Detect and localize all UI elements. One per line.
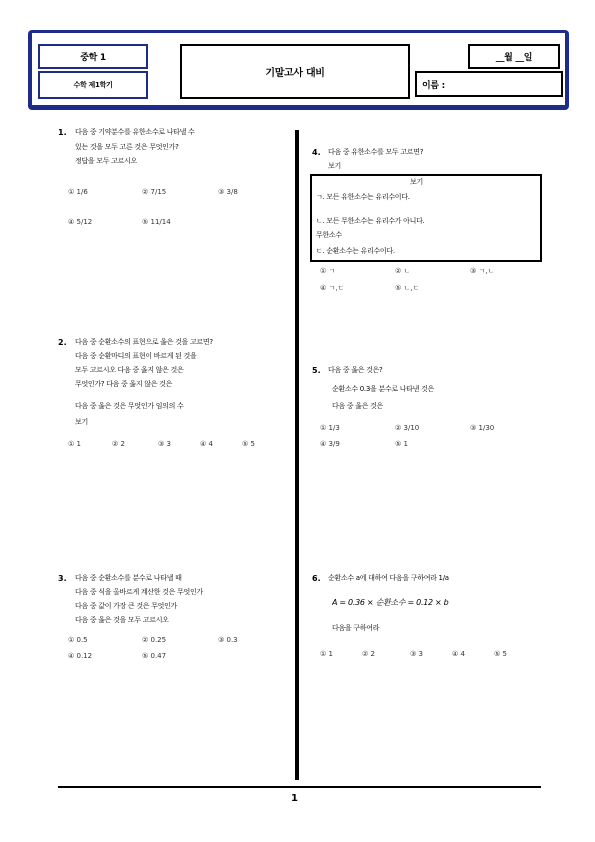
q4-option-1[interactable]: ① ㄱ [320,267,336,275]
q2-line-1: 다음 중 순환소수의 표현으로 옳은 것을 고르면? [75,338,213,346]
q2-option-1[interactable]: ① 1 [68,440,81,448]
q1-line-3: 정답을 모두 고르시오 [75,157,138,165]
grade-label: 중학 1 [80,53,106,63]
q4-option-3[interactable]: ③ ㄱ,ㄴ [470,267,495,275]
q6-number: 6. [312,574,321,583]
q2-line-6: 보기 [75,418,88,426]
page-title: 기말고사 대비 [265,68,325,79]
subject-label: 수학 제1학기 [73,81,113,89]
q4-number: 4. [312,148,321,157]
q3-number: 3. [58,574,67,583]
q3-option-4[interactable]: ④ 0.12 [68,652,93,660]
q5-option-3[interactable]: ③ 1/30 [470,424,495,432]
q1-option-3[interactable]: ③ 3/8 [218,188,238,196]
date-box [468,44,560,69]
column-divider [295,130,299,780]
q5-option-4[interactable]: ④ 3/9 [320,440,340,448]
q4-line-2: 보기 [328,162,341,170]
q5-option-1[interactable]: ① 1/3 [320,424,340,432]
q4-option-5[interactable]: ⑤ ㄴ,ㄷ [395,284,420,292]
q6-option-3[interactable]: ③ 3 [410,650,423,658]
q5-line-1: 다음 중 옳은 것은? [328,366,383,374]
q4-option-2[interactable]: ② ㄴ [395,267,411,275]
q6-option-2[interactable]: ② 2 [362,650,375,658]
q6-line-1: 순환소수 a에 대하여 다음을 구하여라 1/a [328,574,449,582]
q6-option-5[interactable]: ⑤ 5 [494,650,507,658]
q4-box-line-2: ㄴ. 모든 무한소수는 유리수가 아니다. [316,217,425,225]
q3-line-4: 다음 중 옳은 것을 모두 고르시오 [75,616,169,624]
q1-number: 1. [58,128,67,137]
name-box [415,71,563,97]
q3-option-2[interactable]: ② 0.25 [142,636,167,644]
q1-option-4[interactable]: ④ 5/12 [68,218,93,226]
q3-line-1: 다음 중 순환소수를 분수로 나타낼 때 [75,574,182,582]
q4-box-line-4: ㄷ. 순환소수는 유리수이다. [316,247,395,255]
q6-option-4[interactable]: ④ 4 [452,650,465,658]
q2-option-3[interactable]: ③ 3 [158,440,171,448]
q1-line-1: 다음 중 기약분수를 유한소수로 나타낼 수 [75,128,195,136]
q5-line-2: 순환소수 0.3을 분수로 나타낸 것은 [332,385,434,393]
q3-option-3[interactable]: ③ 0.3 [218,636,238,644]
q2-line-3: 모두 고르시오 다음 중 옳지 않은 것은 [75,366,184,374]
q2-option-5[interactable]: ⑤ 5 [242,440,255,448]
q6-line-3: 다음을 구하여라 [332,624,380,632]
q2-option-2[interactable]: ② 2 [112,440,125,448]
q5-number: 5. [312,366,321,375]
q1-option-1[interactable]: ① 1/6 [68,188,88,196]
q3-option-5[interactable]: ⑤ 0.47 [142,652,167,660]
q6-line-2: A = 0.36 × 순환소수 = 0.12 × b [332,598,449,607]
name-label: 이름 : [422,80,445,91]
q2-number: 2. [58,338,67,347]
footer-rule [58,786,541,788]
q4-line-1: 다음 중 유한소수를 모두 고르면? [328,148,424,156]
q4-box-line-1: ㄱ. 모든 유한소수는 유리수이다. [316,193,410,201]
q3-option-1[interactable]: ① 0.5 [68,636,88,644]
subject-box [38,71,148,99]
q2-line-4: 무엇인가? 다음 중 옳지 않은 것은 [75,380,173,388]
q5-option-2[interactable]: ② 3/10 [395,424,420,432]
q1-option-5[interactable]: ⑤ 11/14 [142,218,171,226]
q2-option-4[interactable]: ④ 4 [200,440,213,448]
grade-box [38,44,148,69]
page-number: 1 [291,793,298,804]
q1-line-2: 있는 것을 모두 고른 것은 무엇인가? [75,143,179,151]
q3-line-3: 다음 중 값이 가장 큰 것은 무엇인가 [75,602,178,610]
q5-line-3: 다음 중 옳은 것은 [332,402,384,410]
title-box [180,44,410,99]
q1-option-2[interactable]: ② 7/15 [142,188,167,196]
date-label: __월 __일 [495,53,533,63]
q6-option-1[interactable]: ① 1 [320,650,333,658]
q4-option-4[interactable]: ④ ㄱ,ㄷ [320,284,345,292]
q4-box-title: 보기 [410,178,423,186]
q4-box-line-3: 무한소수 [316,231,342,239]
q2-line-5: 다음 중 옳은 것은 무엇인가 임의의 수 [75,402,184,410]
q5-option-5[interactable]: ⑤ 1 [395,440,408,448]
q2-line-2: 다음 중 순환마디의 표현이 바르게 된 것을 [75,352,197,360]
q3-line-2: 다음 중 식을 올바르게 계산한 것은 무엇인가 [75,588,203,596]
